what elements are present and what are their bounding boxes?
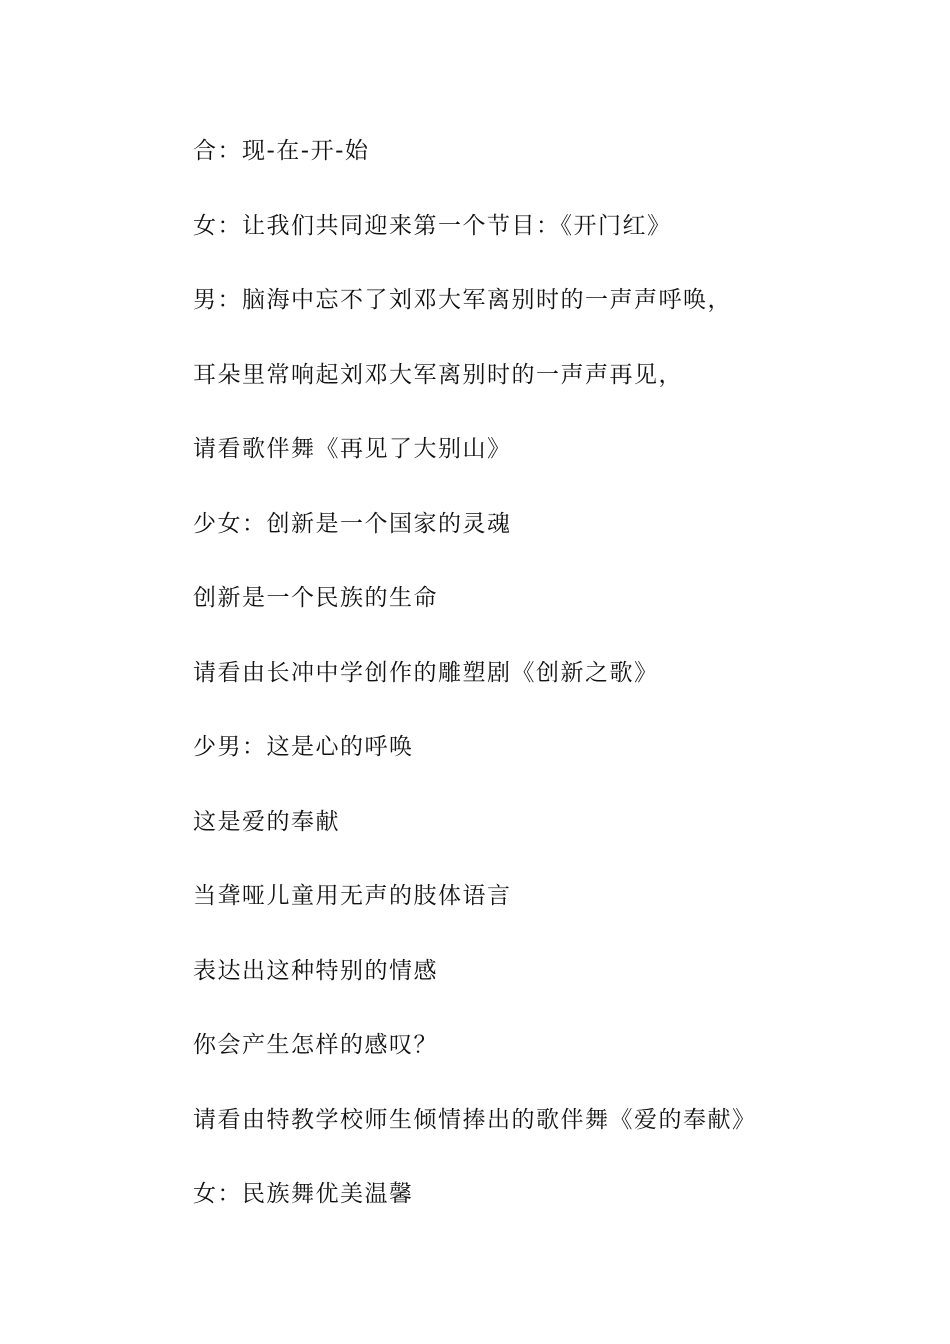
text-line: 女：让我们共同迎来第一个节目：《开门红》 <box>193 212 672 239</box>
text-line: 耳朵里常响起刘邓大军离别时的一声声再见， <box>193 361 683 388</box>
text-line: 创新是一个民族的生命 <box>193 585 438 611</box>
text-line: 你会产生怎样的感叹？ <box>193 1032 438 1058</box>
text-line: 女：民族舞优美温馨 <box>193 1181 414 1207</box>
text-line: 请看歌伴舞《再见了大别山》 <box>193 436 512 462</box>
text-line: 请看由特教学校师生倾情捧出的歌伴舞《爱的奉献》 <box>193 1106 757 1133</box>
text-line: 少女：创新是一个国家的灵魂 <box>193 510 512 537</box>
text-line: 请看由长冲中学创作的雕塑剧《创新之歌》 <box>193 659 659 686</box>
text-line: 少男：这是心的呼唤 <box>193 734 414 760</box>
text-line: 合：现-在-开-始 <box>193 138 370 164</box>
text-line: 表达出这种特别的情感 <box>193 957 438 984</box>
text-line: 这是爱的奉献 <box>193 808 340 835</box>
text-line: 当聋哑儿童用无声的肢体语言 <box>193 883 512 909</box>
text-line: 男：脑海中忘不了刘邓大军离别时的一声声呼唤， <box>193 287 732 313</box>
script-text-body <box>193 133 893 1251</box>
